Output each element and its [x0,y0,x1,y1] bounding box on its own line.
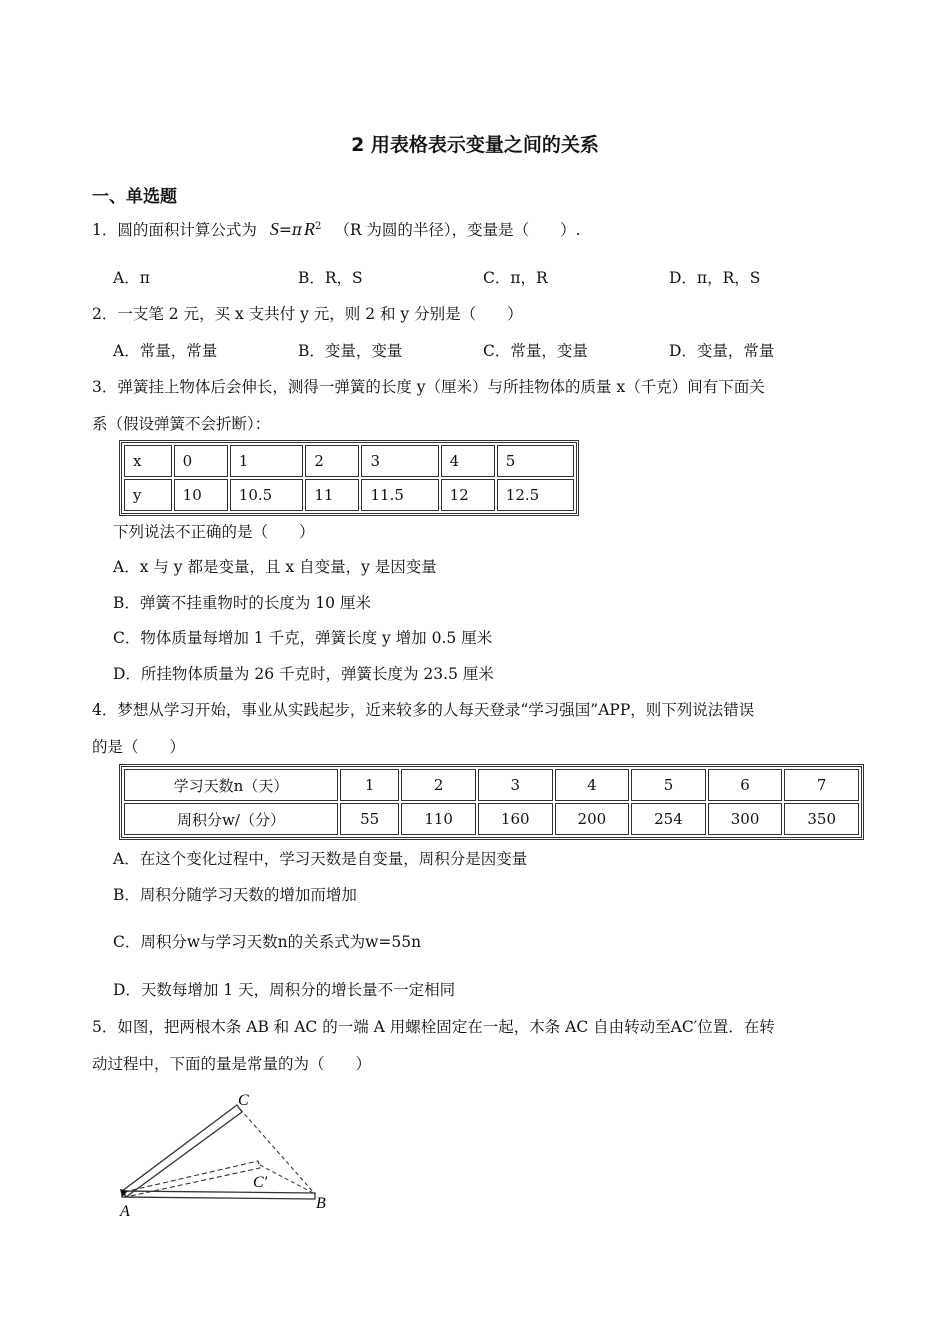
table-cell: 4 [555,769,630,801]
q2-option-b: B．变量，变量 [298,342,403,360]
table-cell: 0 [174,445,228,477]
table-row [124,769,859,801]
label-a: A [120,1203,130,1220]
q1-option-d: D．π，R，S [669,269,761,287]
table-row [124,445,574,477]
question-1 [92,218,581,240]
table-cell: 学习天数n（天） [124,769,338,801]
dashed-line-cb [240,1109,315,1194]
table-cell: 2 [305,445,359,477]
stick-ac [122,1105,242,1197]
table-cell: 1 [230,445,304,477]
q1-formula-r: R [304,219,315,239]
table-cell: 254 [631,803,706,835]
table-cell: 4 [441,445,495,477]
q2-option-d: D．变量，常量 [669,342,775,360]
q5-line-1: 5．如图，把两根木条 AB 和 AC 的一端 A 用螺栓固定在一起，木条 AC 自由转动至AC′位置．在转 [92,1018,775,1036]
q1-prefix: 1．圆的面积计算公式为 [92,221,257,239]
table-cell: 3 [478,769,553,801]
stick-ab [122,1191,315,1199]
q3-line-2: 系（假设弹簧不会折断）： [92,415,271,433]
table-cell: x [124,445,172,477]
table-cell: 160 [478,803,553,835]
label-b: B [316,1195,326,1212]
q1-option-c: C．π，R [483,269,548,287]
table-cell: 5 [497,445,574,477]
table-cell: 300 [708,803,783,835]
page-title: 2 用表格表示变量之间的关系 [351,134,599,156]
table-cell: 3 [361,445,438,477]
q4-line-2: 的是（ ） [92,738,186,756]
rotating-sticks-figure [110,1085,350,1225]
table-cell: 周积分w/（分） [124,803,338,835]
q4-option-b: B．周积分随学习天数的增加而增加 [113,886,357,904]
section-heading: 一、单选题 [92,187,177,207]
q1-suffix: （R 为圆的半径），变量是（ ）. [334,221,581,239]
table-cell: 350 [784,803,859,835]
table-cell: y [124,479,172,511]
table-cell: 5 [631,769,706,801]
q1-option-b: B．R，S [298,269,363,287]
table-cell: 10.5 [230,479,304,511]
table-cell: 1 [340,769,399,801]
table-cell: 10 [174,479,228,511]
label-c-prime: C′ [253,1174,268,1191]
table-cell: 11.5 [361,479,438,511]
q1-option-a: A．π [113,269,150,287]
table-cell: 12.5 [497,479,574,511]
table-cell: 7 [784,769,859,801]
q2-option-a: A．常量，常量 [113,342,218,360]
table-cell: 12 [441,479,495,511]
q4-line-1: 4．梦想从学习开始，事业从实践起步，近来较多的人每天登录“学习强国”APP，则下列说法错误 [92,701,755,719]
label-c: C [238,1092,249,1109]
table-cell: 55 [340,803,399,835]
q3-stem: 下列说法不正确的是（ ） [113,523,315,541]
table-cell: 2 [401,769,476,801]
q1-formula-s: S [269,219,279,239]
q3-line-1: 3．弹簧挂上物体后会伸长，测得一弹簧的长度 y（厘米）与所挂物体的质量 x（千克）间有下面关 [92,378,765,396]
table-cell: 11 [305,479,359,511]
q3-option-a: A．x 与 y 都是变量，且 x 自变量，y 是因变量 [113,558,437,576]
table-cell: 110 [401,803,476,835]
q1-formula-sup: 2 [315,220,322,232]
q4-option-c: C．周积分w与学习天数n的关系式为w=55n [113,933,422,951]
q1-formula-eq: =π [278,221,302,239]
q4-option-a: A．在这个变化过程中，学习天数是自变量，周积分是因变量 [113,850,528,868]
q3-option-d: D．所挂物体质量为 26 千克时，弹簧长度为 23.5 厘米 [113,665,494,683]
q3-option-b: B．弹簧不挂重物时的长度为 10 厘米 [113,594,371,612]
table-cell: 200 [555,803,630,835]
q4-option-d: D．天数每增加 1 天，周积分的增长量不一定相同 [113,981,456,999]
question-2: 2．一支笔 2 元，买 x 支共付 y 元，则 2 和 y 分别是（ ） [92,305,523,323]
q3-option-c: C．物体质量每增加 1 千克，弹簧长度 y 增加 0.5 厘米 [113,629,493,647]
table-row [124,803,859,835]
table-row [124,479,574,511]
table-cell: 6 [708,769,783,801]
q5-line-2: 动过程中，下面的量是常量的为（ ） [92,1055,372,1073]
q2-option-c: C．常量，变量 [483,342,588,360]
study-table [119,764,864,840]
spring-table [119,440,579,516]
dashed-line-c-prime-b [260,1165,315,1194]
